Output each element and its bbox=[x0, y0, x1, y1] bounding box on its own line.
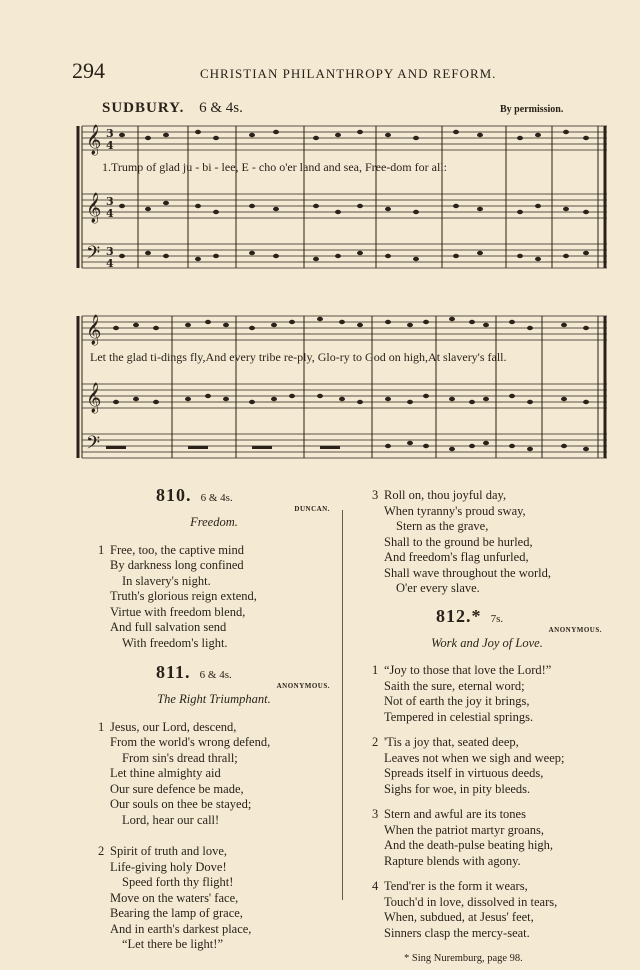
verse-line: Shall wave throughout the world, bbox=[384, 565, 551, 580]
svg-text:4: 4 bbox=[106, 207, 114, 220]
hymn-title: Freedom. bbox=[190, 515, 238, 529]
hymn-810-header bbox=[98, 485, 330, 513]
verse-line: Rapture blends with agony. bbox=[384, 853, 521, 868]
running-title: CHRISTIAN PHILANTHROPY AND REFORM. bbox=[200, 66, 497, 81]
lyric-line-2: Let the glad ti-dings fly,And every tribe re-ply, Glo-ry to God on high,At slavery's fall. bbox=[90, 350, 507, 364]
verse-number: 2 bbox=[98, 844, 105, 858]
treble-clef-icon: 𝄞 bbox=[86, 315, 102, 345]
permission-note: By permission. bbox=[500, 104, 564, 115]
verse-line: And the death-pulse beating high, bbox=[384, 838, 554, 852]
bass-clef-icon: 𝄢 bbox=[86, 243, 101, 268]
verse-line: Our souls on thee be stayed; bbox=[110, 797, 252, 811]
verse-line: Sighs for woe, in pity bleeds. bbox=[384, 781, 531, 796]
verse-line: “Joy to those that love the Lord!” bbox=[384, 663, 552, 677]
hymn-812-verse-4 bbox=[372, 879, 602, 941]
verse-line: Truth's glorious reign extend, bbox=[110, 589, 257, 603]
verse-number: 1 bbox=[98, 719, 105, 734]
bass-clef-icon: 𝄢 bbox=[86, 433, 101, 458]
verse-line: When the patriot martyr groans, bbox=[384, 822, 545, 837]
verse-line: Tend'rer is the form it wears, bbox=[384, 879, 528, 893]
hymn-810-verse-1 bbox=[98, 543, 330, 652]
hymn-number: 812.* bbox=[436, 605, 482, 626]
verse-line: With freedom's light. bbox=[122, 635, 228, 650]
verse-line: Move on the waters' face, bbox=[110, 890, 239, 905]
music-system-1 bbox=[76, 120, 611, 280]
tune-meter: 6 & 4s. bbox=[199, 100, 243, 116]
verse-number: 3 bbox=[372, 488, 379, 502]
hymn-811-header bbox=[98, 662, 330, 690]
verse-line: Jesus, our Lord, descend, bbox=[110, 719, 237, 734]
verse-line: And freedom's flag unfurled, bbox=[384, 550, 529, 564]
verse-line: Speed forth thy flight! bbox=[122, 875, 234, 889]
staff-system-2 bbox=[76, 310, 611, 470]
verse-line: And full salvation send bbox=[110, 620, 227, 634]
verse-line: Touch'd in love, dissolved in tears, bbox=[384, 894, 558, 909]
hymn-812-verse-2 bbox=[372, 735, 602, 797]
verse-number: 1 bbox=[372, 663, 379, 677]
hymn-title: Work and Joy of Love. bbox=[431, 635, 543, 650]
verse-line: Spreads itself in virtuous deeds, bbox=[384, 766, 544, 780]
verse-line: 'Tis a joy that, seated deep, bbox=[384, 735, 519, 749]
hymn-811-verse-1 bbox=[98, 720, 330, 829]
verse-line: Sinners clasp the mercy-seat. bbox=[384, 925, 530, 940]
svg-text:3: 3 bbox=[106, 195, 114, 208]
staff-2 bbox=[82, 194, 607, 218]
verse-line: Spirit of truth and love, bbox=[110, 844, 227, 858]
treble-clef-icon: 𝄞 bbox=[86, 125, 102, 155]
svg-text:4: 4 bbox=[106, 257, 114, 270]
tune-name: SUDBURY. bbox=[102, 100, 185, 116]
treble-clef-icon: 𝄞 bbox=[86, 383, 102, 413]
column-divider bbox=[342, 510, 343, 900]
hymn-812-verse-3 bbox=[372, 807, 602, 869]
svg-text:3: 3 bbox=[106, 245, 114, 258]
right-column bbox=[372, 488, 602, 967]
verse-number: 3 bbox=[372, 807, 379, 821]
verse-line: When, subdued, at Jesus' feet, bbox=[384, 910, 534, 924]
footnote: * Sing Nuremburg, page 98. bbox=[404, 953, 523, 964]
hymn-meter: 7s. bbox=[490, 612, 504, 625]
verse-number: 4 bbox=[372, 879, 379, 893]
hymn-author: ANONYMOUS. bbox=[276, 682, 330, 690]
verse-number: 1 bbox=[98, 542, 105, 557]
verse-line: Life-giving holy Dove! bbox=[110, 859, 227, 874]
verse-line: O'er every slave. bbox=[396, 581, 480, 595]
notes-system-1 bbox=[119, 130, 589, 261]
staff-system-1 bbox=[76, 120, 611, 280]
verse-line: Stern and awful are its tones bbox=[384, 807, 526, 821]
svg-text:3: 3 bbox=[106, 127, 114, 140]
verse-line: Our sure defence be made, bbox=[110, 781, 244, 796]
page-header bbox=[72, 58, 607, 88]
verse-line: By darkness long confined bbox=[110, 558, 244, 572]
staff-5 bbox=[82, 384, 607, 408]
verse-line: In slavery's night. bbox=[122, 573, 211, 588]
verse-line: From the world's wrong defend, bbox=[110, 735, 271, 749]
svg-text:4: 4 bbox=[106, 139, 114, 152]
staff-3 bbox=[82, 244, 607, 268]
verse-line: Leaves not when we sigh and weep; bbox=[384, 750, 565, 765]
hymn-812-verse-1 bbox=[372, 663, 602, 725]
verse-line: Tempered in celestial springs. bbox=[384, 709, 534, 724]
verse-line: Saith the sure, eternal word; bbox=[384, 678, 525, 693]
staff-1 bbox=[82, 126, 607, 150]
verse-line: Lord, hear our call! bbox=[122, 812, 220, 827]
music-system-2 bbox=[76, 310, 611, 470]
hymn-author: ANONYMOUS. bbox=[548, 625, 602, 634]
hymn-meter: 6 & 4s. bbox=[200, 492, 233, 504]
verse-line: Shall to the ground be hurled, bbox=[384, 534, 533, 549]
verse-line: Not of earth the joy it brings, bbox=[384, 694, 530, 708]
tune-title bbox=[102, 100, 243, 117]
verse-number: 2 bbox=[372, 735, 379, 749]
verse-line: “Let there be light!” bbox=[122, 937, 223, 951]
hymn-812-header bbox=[372, 605, 602, 634]
hymn-811-verse-2 bbox=[98, 844, 330, 953]
page-number: 294 bbox=[72, 58, 105, 83]
verse-line: Stern as the grave, bbox=[396, 519, 489, 533]
lyric-line-1: 1.Trump of glad ju - bi - lee, E - cho o'er land and sea, Free-dom for all: bbox=[102, 160, 447, 174]
verse-line: Bearing the lamp of grace, bbox=[110, 906, 243, 920]
hymn-number: 810. bbox=[156, 485, 192, 505]
verse-line: When tyranny's proud sway, bbox=[384, 503, 526, 518]
verse-line: Virtue with freedom blend, bbox=[110, 604, 246, 619]
verse-line: Roll on, thou joyful day, bbox=[384, 488, 507, 502]
verse-line: Free, too, the captive mind bbox=[110, 542, 244, 557]
hymn-811-verse-3 bbox=[372, 488, 602, 597]
hymn-number: 811. bbox=[156, 662, 191, 682]
left-column bbox=[98, 485, 330, 963]
staff-6 bbox=[82, 434, 607, 458]
verse-line: And in earth's darkest place, bbox=[110, 921, 252, 936]
verse-line: Let thine almighty aid bbox=[110, 766, 221, 780]
verse-line: From sin's dread thrall; bbox=[122, 750, 238, 765]
treble-clef-icon: 𝄞 bbox=[86, 193, 102, 223]
hymn-title: The Right Triumphant. bbox=[157, 692, 271, 706]
hymn-author: DUNCAN. bbox=[294, 505, 330, 513]
hymn-meter: 6 & 4s. bbox=[199, 669, 232, 681]
